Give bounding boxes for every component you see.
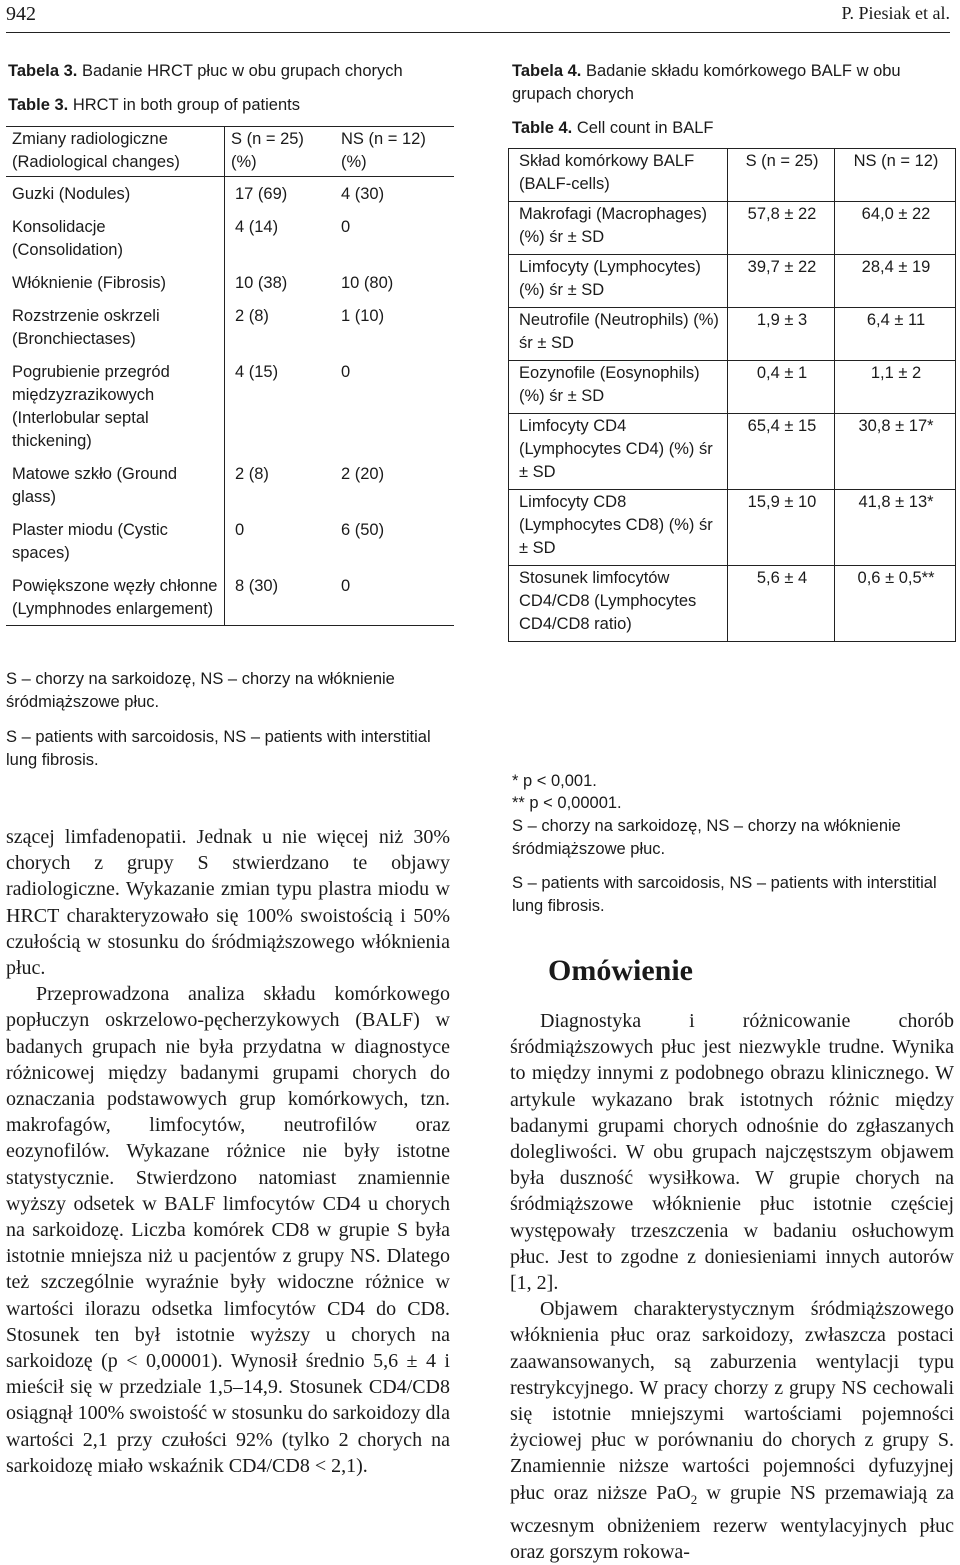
paragraph-text: Objawem charakterystycznym śródmiąższowego włóknienia płuc oraz sarkoidozy, zwłaszcza postaci zaawansowanych, są zaburzenia wentylacji typu restrykcyjnego. W pracy chorzy z grupy NS cechowali się istotnie mniejszymi wartościami pojemności życiowej płuc w porównaniu do chorych z grupy S. Znamiennie niższe wartości pojemności dyfuzyjnej płuc oraz niższe PaO xyxy=(510,1298,954,1504)
table4-note-en: S – patients with sarcoidosis, NS – patients with interstitial lung fibrosis. xyxy=(512,874,937,915)
table4-cell-label: Limfocyty (Lymphocytes) (%) śr ± SD xyxy=(509,255,728,308)
table3-header-col3: NS (n = 12) (%) xyxy=(335,127,454,177)
body-paragraph xyxy=(510,1296,954,1565)
table4 xyxy=(508,148,956,642)
table-row xyxy=(509,202,956,255)
header-rule xyxy=(6,32,950,33)
table3-cell-ns: 0 xyxy=(341,363,351,381)
table4-cell-ns: 64,0 ± 22 xyxy=(835,202,956,255)
table4-note-pl: S – chorzy na sarkoidozę, NS – chorzy na włóknienie śródmiąższowe płuc. xyxy=(512,817,901,858)
table3-cell-s: 2 (8) xyxy=(235,465,269,483)
table4-footnote-1: * p < 0,001. xyxy=(512,772,597,790)
table3-cell-s: 2 (8) xyxy=(235,307,269,325)
table3-cell-label: Powiększone węzły chłonne (Lymphnodes enlargement) xyxy=(6,569,225,626)
table-row xyxy=(509,566,956,642)
table4-header-col2: S (n = 25) xyxy=(728,149,835,202)
table4-header-row xyxy=(509,149,956,202)
paragraph-text: w grupie NS przemawiają za wczesnym obniżeniem rezerw wentylacyjnych płuc oraz gorszym rokowa- xyxy=(510,1481,954,1564)
section-title: Omówienie xyxy=(548,954,693,987)
table4-cell-ns: 0,6 ± 0,5** xyxy=(835,566,956,642)
table3-note-en: S – patients with sarcoidosis, NS – patients with interstitial lung fibrosis. xyxy=(6,728,431,769)
table3-cell-label: Plaster miodu (Cystic spaces) xyxy=(6,513,225,569)
table3-cell-ns: 0 xyxy=(341,218,351,236)
table4-cell-ns: 41,8 ± 13* xyxy=(835,490,956,566)
table3-caption-en-text: HRCT in both group of patients xyxy=(72,96,300,114)
table4-cell-label: Eozynofile (Eosynophils) (%) śr ± SD xyxy=(509,361,728,414)
table4-cell-ns: 1,1 ± 2 xyxy=(835,361,956,414)
table3-cell-ns: 1 (10) xyxy=(341,307,385,325)
table4-cell-label: Neutrofile (Neutrophils) (%) śr ± SD xyxy=(509,308,728,361)
table-row xyxy=(509,414,956,490)
left-column-body xyxy=(6,824,450,1479)
table3-cell-s: 0 xyxy=(235,521,245,539)
table-row xyxy=(6,355,454,457)
table4-cell-label: Makrofagi (Macrophages) (%) śr ± SD xyxy=(509,202,728,255)
table4-caption-en-text: Cell count in BALF xyxy=(576,119,714,137)
table4-cell-s: 5,6 ± 4 xyxy=(728,566,835,642)
table3-cell-label: Pogrubienie przegród międzyzrazikowych (Interlobular septal thickening) xyxy=(6,355,225,457)
table3-caption-en xyxy=(8,94,300,117)
table4-cell-s: 65,4 ± 15 xyxy=(728,414,835,490)
table4-cell-s: 15,9 ± 10 xyxy=(728,490,835,566)
table3-cell-ns: 6 (50) xyxy=(341,521,385,539)
table3-cell-s: 4 (15) xyxy=(235,363,279,381)
table-row xyxy=(6,299,454,355)
table-row xyxy=(6,266,454,299)
table4-caption-en xyxy=(512,117,713,140)
table4-caption-pl-text: Badanie składu komórkowego BALF w obu grupach chorych xyxy=(512,62,901,103)
table4-header-col1: Skład komórkowy BALF (BALF-cells) xyxy=(509,149,728,202)
table3-cell-s: 8 (30) xyxy=(235,577,279,595)
table3-header-col1: Zmiany radiologiczne (Radiological changes) xyxy=(6,127,225,177)
table3-caption-en-label: Table 3. xyxy=(8,96,69,114)
table-row xyxy=(509,361,956,414)
table3-cell-label: Matowe szkło (Ground glass) xyxy=(6,457,225,513)
table3-cell-label: Konsolidacje (Consolidation) xyxy=(6,210,225,266)
table3-cell-s: 17 (69) xyxy=(235,185,288,203)
right-column-body xyxy=(510,1008,954,1565)
table-row xyxy=(509,255,956,308)
table4-caption-pl-label: Tabela 4. xyxy=(512,62,582,80)
table4-cell-label: Limfocyty CD8 (Lymphocytes CD8) (%) śr ± SD xyxy=(509,490,728,566)
table3-cell-s: 4 (14) xyxy=(235,218,279,236)
table3-cell-ns: 4 (30) xyxy=(341,185,385,203)
table4-cell-s: 0,4 ± 1 xyxy=(728,361,835,414)
table3-cell-ns: 10 (80) xyxy=(341,274,394,292)
body-paragraph: Przeprowadzona analiza składu komórkowego popłuczyn oskrzelowo-pęcherzykowych (BALF) w badanych grupach nie była przydatna w diagnostyce różnicowej między badanymi grupami chorych do oznaczania podstawowych grup komórkowych, tzn. makrofagów, limfocytów, neutrofilów oraz eozynofilów. Wykazane różnice nie były istotne statystycznie. Stwierdzono natomiast znamiennie wyższy odsetek w BALF limfocytów CD4 u chorych na sarkoidozę. Liczba komórek CD8 w grupie S była istotnie mniejsza niż u pacjentów z grupy NS. Dlatego też szczególnie wyraźnie były widoczne różnice w wartości ilorazu odsetka limfocytów CD4 do CD8. Stosunek ten był istotnie wyższy u chorych na sarkoidozę (p < 0,00001). Wynosił średnio 5,6 ± 4 i mieścił się w przedziale 1,5–14,9. Stosunek CD4/CD8 osiągnął 100% swoistość w stosunku do sarkoidozy dla wartości 2,1 przy czułości 92% (tylko 2 chorych na sarkoidozę miało wskaźnik CD4/CD8 < 2,1). xyxy=(6,983,450,1477)
table3-caption-pl-label: Tabela 3. xyxy=(8,62,78,80)
table-row xyxy=(509,308,956,361)
table4-cell-ns: 28,4 ± 19 xyxy=(835,255,956,308)
table-row xyxy=(6,569,454,626)
table3-header-row xyxy=(6,127,454,177)
table3-header-col2: S (n = 25) (%) xyxy=(225,127,336,177)
table3-cell-ns: 0 xyxy=(341,577,351,595)
table3-note-pl: S – chorzy na sarkoidozę, NS – chorzy na włóknienie śródmiąższowe płuc. xyxy=(6,670,395,711)
table3-cell-s: 10 (38) xyxy=(235,274,288,292)
table-row xyxy=(6,457,454,513)
table4-cell-s: 1,9 ± 3 xyxy=(728,308,835,361)
table3-caption-pl xyxy=(8,60,403,83)
running-head-authors: P. Piesiak et al. xyxy=(841,3,950,23)
table4-cell-ns: 30,8 ± 17* xyxy=(835,414,956,490)
page-number: 942 xyxy=(6,3,36,25)
body-paragraph: szącej limfadenopatii. Jednak u nie więcej niż 30% chorych z grupy S stwierdzano te objawy radiologiczne. Wykazanie zmian typu plastra miodu w HRCT charakteryzowało się 100% swoistością i 50% czułością w stosunku do śródmiąższowego włóknienia płuc. xyxy=(6,826,450,980)
table4-caption-en-label: Table 4. xyxy=(512,119,573,137)
table3-cell-label: Rozstrzenie oskrzeli (Bronchiectases) xyxy=(6,299,225,355)
table3-caption-pl-text: Badanie HRCT płuc w obu grupach chorych xyxy=(82,62,403,80)
table4-header-col3: NS (n = 12) xyxy=(835,149,956,202)
table-row xyxy=(6,177,454,211)
subscript-2: 2 xyxy=(690,1491,698,1507)
table-row xyxy=(509,490,956,566)
table3-cell-ns: 2 (20) xyxy=(341,465,385,483)
table4-caption-pl xyxy=(512,60,952,106)
table3-cell-label: Włóknienie (Fibrosis) xyxy=(6,266,225,299)
table4-cell-label: Stosunek limfocytów CD4/CD8 (Lymphocytes CD4/CD8 ratio) xyxy=(509,566,728,642)
table3-cell-label: Guzki (Nodules) xyxy=(6,177,225,211)
table4-footnote-2: ** p < 0,00001. xyxy=(512,794,622,812)
table-row xyxy=(6,210,454,266)
table4-cell-label: Limfocyty CD4 (Lymphocytes CD4) (%) śr ± SD xyxy=(509,414,728,490)
page-header xyxy=(6,0,950,28)
table4-cell-s: 39,7 ± 22 xyxy=(728,255,835,308)
table4-cell-s: 57,8 ± 22 xyxy=(728,202,835,255)
table4-cell-ns: 6,4 ± 11 xyxy=(835,308,956,361)
table3 xyxy=(6,126,454,626)
table-row xyxy=(6,513,454,569)
body-paragraph: Diagnostyka i różnicowanie chorób śródmiąższowych płuc jest niezwykle trudne. Wynika to między innymi z podobnego obrazu klinicznego. W artykule wykazano brak istotnych różnic między badanymi grupami chorych odnośnie do zgłaszanych dolegliwości. W obu grupach najczęstszym objawem była duszność wysiłkowa. W grupie chorych na śródmiąższowe włóknienie płuc istotnie częściej występowały trzeszczenia w badaniu osłuchowym płuc. Jest to zgodne z doniesieniami innych autorów [1, 2]. xyxy=(510,1010,954,1295)
